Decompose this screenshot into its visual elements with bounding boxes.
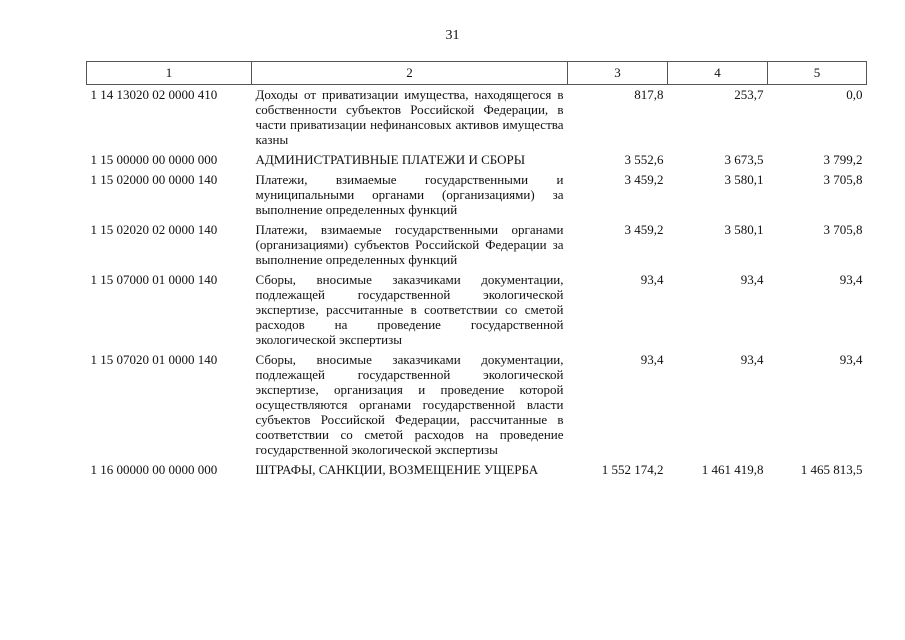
revenue-name: Сборы, вносимые заказчиками документации, подлежащей государственной экологической экспертизе, организация и проведение которой осуществляются органами государственной власти субъектов Российской Федерации, рассчитанные в соответствии со сметой расходов на проведение государственной экологической экспертизы <box>255 352 564 457</box>
table-row <box>87 150 867 170</box>
revenue-name: ШТРАФЫ, САНКЦИИ, ВОЗМЕЩЕНИЕ УЩЕРБА <box>255 462 539 477</box>
value-col-4: 93,4 <box>740 352 764 367</box>
value-col-3: 1 552 174,2 <box>601 462 664 477</box>
value-col-3: 817,8 <box>634 87 664 102</box>
revenue-name: Доходы от приватизации имущества, находящегося в собственности субъектов Российской Федерации, в части приватизации нефинансовых активов имущества казны <box>255 87 564 147</box>
value-col-4: 253,7 <box>734 87 764 102</box>
value-col-5: 3 705,8 <box>823 172 863 187</box>
value-col-3: 3 459,2 <box>624 222 664 237</box>
classification-code: 1 15 07020 01 0000 140 <box>90 352 218 367</box>
classification-code: 1 15 02020 02 0000 140 <box>90 222 218 237</box>
revenue-name: АДМИНИСТРАТИВНЫЕ ПЛАТЕЖИ И СБОРЫ <box>255 152 526 167</box>
table-row <box>87 270 867 350</box>
classification-code: 1 15 07000 01 0000 140 <box>90 272 218 287</box>
value-col-5: 93,4 <box>839 352 863 367</box>
column-header: 3 <box>568 62 668 85</box>
table-row <box>87 350 867 460</box>
value-col-3: 93,4 <box>640 352 664 367</box>
revenue-name: Платежи, взимаемые государственными органами (организациями) субъектов Российской Федерации за выполнение определенных функций <box>255 222 564 267</box>
value-col-4: 1 461 419,8 <box>701 462 764 477</box>
value-col-5: 3 705,8 <box>823 222 863 237</box>
value-col-3: 3 459,2 <box>624 172 664 187</box>
value-col-4: 3 580,1 <box>724 172 764 187</box>
classification-code: 1 15 00000 00 0000 000 <box>90 152 218 167</box>
classification-code: 1 15 02000 00 0000 140 <box>90 172 218 187</box>
revenue-name: Платежи, взимаемые государственными и муниципальными органами (организациями) за выполнение определенных функций <box>255 172 564 217</box>
table-row <box>87 170 867 220</box>
value-col-3: 93,4 <box>640 272 664 287</box>
column-header: 2 <box>252 62 568 85</box>
classification-code: 1 16 00000 00 0000 000 <box>90 462 218 477</box>
page-number: 31 <box>445 28 460 43</box>
table-row <box>87 460 867 480</box>
column-header: 4 <box>668 62 768 85</box>
revenue-name: Сборы, вносимые заказчиками документации, подлежащей государственной экологической экспертизе, рассчитанные в соответствии со сметой расходов на проведение государственной экологической экспертизы <box>255 272 564 347</box>
table-row <box>87 85 867 151</box>
value-col-5: 0,0 <box>846 87 863 102</box>
column-header: 5 <box>768 62 867 85</box>
value-col-4: 93,4 <box>740 272 764 287</box>
value-col-5: 93,4 <box>839 272 863 287</box>
value-col-5: 3 799,2 <box>823 152 863 167</box>
value-col-5: 1 465 813,5 <box>800 462 863 477</box>
classification-code: 1 14 13020 02 0000 410 <box>90 87 218 102</box>
column-header: 1 <box>87 62 252 85</box>
budget-revenue-table <box>86 61 867 480</box>
value-col-3: 3 552,6 <box>624 152 664 167</box>
value-col-4: 3 673,5 <box>724 152 764 167</box>
value-col-4: 3 580,1 <box>724 222 764 237</box>
table-row <box>87 220 867 270</box>
table-header-row <box>87 62 867 85</box>
